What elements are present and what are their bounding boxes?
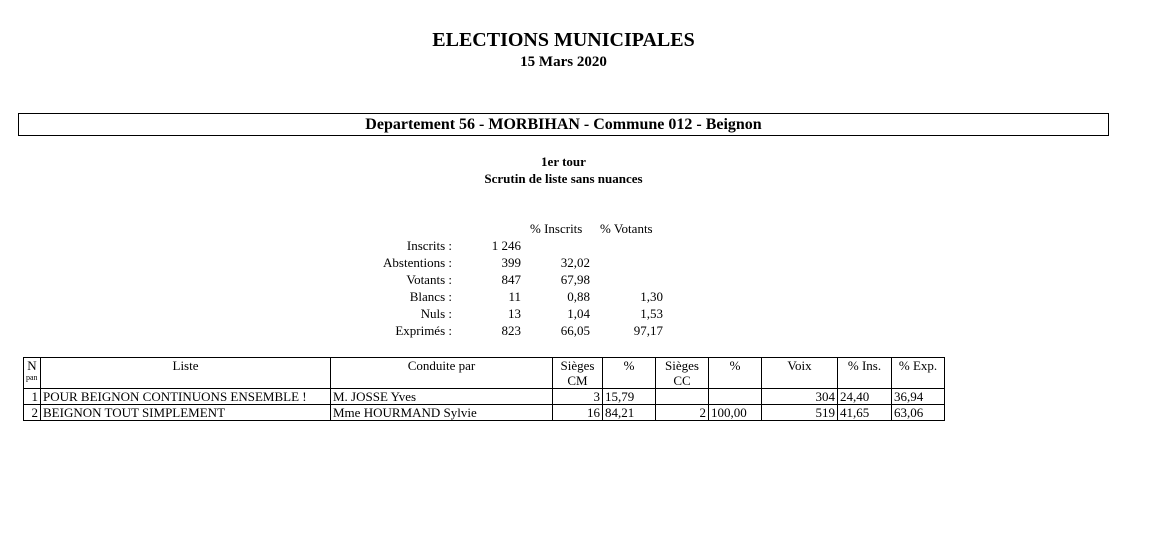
cell-pct-cc: [709, 389, 762, 405]
cell-sieges-cc: [656, 389, 709, 405]
results-table: [23, 357, 945, 421]
col-pct-cm: %: [603, 358, 656, 389]
cell-conduite: Mme HOURMAND Sylvie: [331, 405, 553, 421]
cell-sieges-cm: 16: [553, 405, 603, 421]
cell-pct-cm: 84,21: [603, 405, 656, 421]
round-label: 1er tour: [541, 154, 586, 169]
cell-pct-exp: 63,06: [892, 405, 945, 421]
cell-pct-exp: 36,94: [892, 389, 945, 405]
page-title: ELECTIONS MUNICIPALES: [432, 29, 695, 51]
stat-pct-inscrits: 67,98: [560, 272, 590, 287]
stat-value: 13: [508, 306, 521, 321]
results-header-row: [24, 358, 945, 389]
cell-n: 2: [24, 405, 41, 421]
stat-label: Votants :: [406, 272, 452, 287]
ballot-type-label: Scrutin de liste sans nuances: [484, 171, 643, 186]
cell-liste: POUR BEIGNON CONTINUONS ENSEMBLE !: [41, 389, 331, 405]
cell-pct-cm: 15,79: [603, 389, 656, 405]
col-n-label: N: [27, 358, 37, 373]
cell-n: 1: [24, 389, 41, 405]
stat-label: Abstentions :: [383, 255, 452, 270]
cell-sieges-cc: 2: [656, 405, 709, 421]
col-pan-label: pan: [26, 373, 38, 382]
stat-pct-inscrits: 0,88: [567, 289, 590, 304]
cell-conduite: M. JOSSE Yves: [331, 389, 553, 405]
commune-banner: Departement 56 - MORBIHAN - Commune 012 - Beignon: [18, 113, 1109, 136]
col-n: [24, 358, 41, 389]
cell-liste: BEIGNON TOUT SIMPLEMENT: [41, 405, 331, 421]
stat-pct-votants: 1,53: [640, 306, 663, 321]
cell-sieges-cm: 3: [553, 389, 603, 405]
stat-value: 11: [508, 289, 521, 304]
stat-value: 823: [501, 323, 521, 338]
col-pct-inscrits: % Inscrits: [530, 221, 583, 236]
col-voix: Voix: [762, 358, 838, 389]
cell-voix: 519: [762, 405, 838, 421]
stat-pct-votants: 97,17: [633, 323, 663, 338]
col-pct-votants: % Votants: [600, 221, 653, 236]
col-pct-ins: % Ins.: [838, 358, 892, 389]
col-sieges-cc: Sièges CC: [656, 358, 709, 389]
cell-pct-cc: 100,00: [709, 405, 762, 421]
election-date: 15 Mars 2020: [520, 54, 607, 70]
stat-label: Inscrits :: [406, 238, 452, 253]
col-conduite: Conduite par: [331, 358, 553, 389]
stat-pct-inscrits: 1,04: [567, 306, 590, 321]
cell-pct-ins: 24,40: [838, 389, 892, 405]
stat-value: 1 246: [491, 238, 521, 253]
col-liste: Liste: [41, 358, 331, 389]
stat-value: 399: [501, 255, 521, 270]
stat-label: Blancs :: [409, 289, 452, 304]
stat-value: 847: [501, 272, 521, 287]
stat-label: Nuls :: [420, 306, 452, 321]
col-pct-cc: %: [709, 358, 762, 389]
col-sieges-cm: Sièges CM: [553, 358, 603, 389]
stat-pct-votants: 1,30: [640, 289, 663, 304]
cell-voix: 304: [762, 389, 838, 405]
table-row: [24, 405, 945, 421]
stat-pct-inscrits: 66,05: [560, 323, 590, 338]
col-pct-exp: % Exp.: [892, 358, 945, 389]
cell-pct-ins: 41,65: [838, 405, 892, 421]
stat-pct-inscrits: 32,02: [560, 255, 590, 270]
stat-label: Exprimés :: [395, 323, 452, 338]
table-row: [24, 389, 945, 405]
